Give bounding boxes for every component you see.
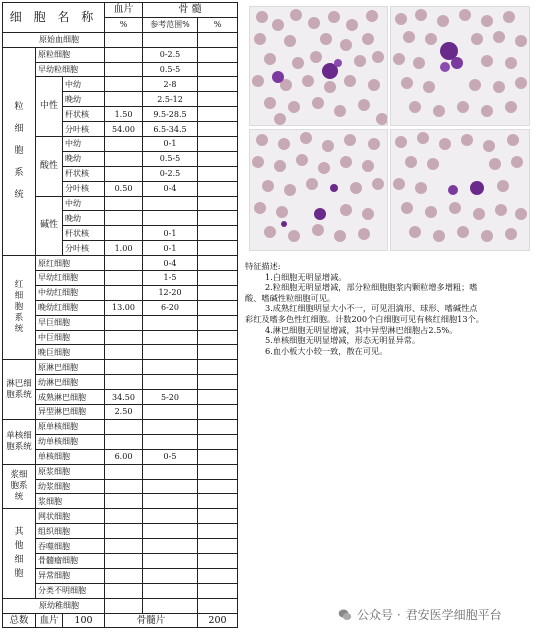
blood-value — [105, 479, 143, 494]
group-label: 其他细胞 — [14, 527, 24, 580]
row-name: 杆状核 — [63, 107, 105, 122]
micrograph-image — [391, 7, 529, 125]
row-name: 骨髓瘤细胞 — [36, 553, 105, 568]
blood-value: 0.50 — [105, 181, 143, 196]
reference-range — [143, 509, 198, 524]
marrow-value — [198, 62, 238, 77]
row-name: 晚幼 — [63, 211, 105, 226]
table-row — [3, 360, 238, 375]
subgroup-eosinophil: 酸性 — [36, 137, 63, 197]
blood-value — [105, 47, 143, 62]
watermark-prefix: 公众号 · — [357, 608, 401, 622]
reference-range: 6.5-34.5 — [143, 122, 198, 137]
blood-value — [105, 464, 143, 479]
marrow-value — [198, 285, 238, 300]
marrow-value — [198, 256, 238, 271]
blood-value: 6.00 — [105, 449, 143, 464]
micrograph-top-left — [249, 6, 388, 126]
row-name: 晚巨细胞 — [36, 345, 105, 360]
row-name: 杆状核 — [63, 226, 105, 241]
blood-value: 1.00 — [105, 241, 143, 256]
group-other — [3, 509, 36, 598]
table-row — [3, 256, 238, 271]
group-granulocyte — [3, 47, 36, 255]
table-row — [3, 32, 238, 47]
blood-value — [105, 256, 143, 271]
blood-value — [105, 285, 143, 300]
blood-value — [105, 583, 143, 598]
marrow-value — [198, 479, 238, 494]
marrow-value — [198, 449, 238, 464]
reference-range — [143, 360, 198, 375]
table-row — [3, 583, 238, 598]
row-name: 幼单核细胞 — [36, 434, 105, 449]
reference-range: 0-1 — [143, 137, 198, 152]
marrow-value — [198, 390, 238, 405]
group-label: 浆细胞系统 — [10, 469, 28, 502]
reference-range — [143, 553, 198, 568]
row-name: 晚幼 — [63, 92, 105, 107]
marrow-value — [198, 151, 238, 166]
blood-value: 2.50 — [105, 405, 143, 420]
description-line: 1.白细胞无明显增减。 — [265, 271, 347, 282]
reference-range: 0-1 — [143, 241, 198, 256]
row-name: 分叶核 — [63, 181, 105, 196]
micrograph-image — [250, 130, 387, 250]
blood-value — [105, 137, 143, 152]
table-row — [3, 598, 238, 613]
reference-range-header: 参考范围% — [143, 17, 198, 32]
blood-value: 1.50 — [105, 107, 143, 122]
marrow-value — [198, 375, 238, 390]
table-row — [3, 271, 238, 286]
micrograph-image — [250, 7, 387, 125]
marrow-value — [198, 92, 238, 107]
reference-range — [143, 494, 198, 509]
table-row — [3, 77, 238, 92]
reference-range — [143, 464, 198, 479]
blood-value — [105, 211, 143, 226]
row-name: 原单核细胞 — [36, 419, 105, 434]
description-line: 3.成熟红细胞明显大小不一，可见泪滴形、球形、嗜碱性点 — [265, 303, 478, 314]
reference-range — [143, 345, 198, 360]
table-row — [3, 300, 238, 315]
total-label: 总数 — [3, 613, 36, 628]
reference-range: 0.5-5 — [143, 151, 198, 166]
row-name: 原幼稚细胞 — [3, 598, 105, 613]
blood-value — [105, 568, 143, 583]
row-name: 幼浆细胞 — [36, 479, 105, 494]
table-row — [3, 464, 238, 479]
row-name: 分叶核 — [63, 122, 105, 137]
marrow-value — [198, 345, 238, 360]
description-line: 4.淋巴细胞无明显增减，其中异型淋巴细胞占2.5%。 — [265, 324, 458, 335]
marrow-value — [198, 32, 238, 47]
reference-range: 9.5-28.5 — [143, 107, 198, 122]
table-row — [3, 509, 238, 524]
description-line: 6.血小板大小较一致，散在可见。 — [265, 345, 388, 356]
reference-range — [143, 524, 198, 539]
micrograph-image — [391, 130, 529, 250]
row-name: 幼淋巴细胞 — [36, 375, 105, 390]
table-row — [3, 434, 238, 449]
blood-value: 54.00 — [105, 122, 143, 137]
marrow-percent-header: % — [198, 17, 238, 32]
reference-range: 2.5-12 — [143, 92, 198, 107]
row-name: 原红细胞 — [36, 256, 105, 271]
blood-value — [105, 419, 143, 434]
blood-value — [105, 77, 143, 92]
reference-range — [143, 583, 198, 598]
row-name: 早巨细胞 — [36, 315, 105, 330]
marrow-value — [198, 583, 238, 598]
group-label: 粒细胞系统 — [14, 102, 24, 201]
table-row — [3, 405, 238, 420]
subgroup-basophil: 碱性 — [36, 196, 63, 256]
table-row — [3, 419, 238, 434]
row-name: 异常细胞 — [36, 568, 105, 583]
blood-value — [105, 539, 143, 554]
reference-range — [143, 405, 198, 420]
blood-value: 34.50 — [105, 390, 143, 405]
row-name: 原浆细胞 — [36, 464, 105, 479]
blood-value — [105, 166, 143, 181]
marrow-value — [198, 196, 238, 211]
blood-value — [105, 151, 143, 166]
marrow-value — [198, 539, 238, 554]
blood-value — [105, 553, 143, 568]
blood-value — [105, 494, 143, 509]
blood-percent-header: % — [105, 17, 143, 32]
row-name: 单核细胞 — [36, 449, 105, 464]
reference-range — [143, 479, 198, 494]
marrow-value — [198, 568, 238, 583]
blood-value — [105, 360, 143, 375]
reference-range: 0-1 — [143, 226, 198, 241]
table-row — [3, 553, 238, 568]
row-name: 原粒细胞 — [36, 47, 105, 62]
total-marrow-label: 骨髓片 — [105, 613, 198, 628]
reference-range — [143, 598, 198, 613]
row-name: 杆状核 — [63, 166, 105, 181]
marrow-value — [198, 360, 238, 375]
reference-range — [143, 375, 198, 390]
row-name: 中巨细胞 — [36, 330, 105, 345]
feature-description — [245, 261, 535, 356]
reference-range: 0-5 — [143, 449, 198, 464]
reference-range — [143, 434, 198, 449]
marrow-value — [198, 419, 238, 434]
reference-range — [143, 315, 198, 330]
row-name: 早幼粒细胞 — [36, 62, 105, 77]
table-row — [3, 196, 238, 211]
reference-range — [143, 32, 198, 47]
marrow-value — [198, 300, 238, 315]
blood-value — [105, 598, 143, 613]
table-row — [3, 47, 238, 62]
blood-value — [105, 375, 143, 390]
watermark-name: 君安医学细胞平台 — [405, 608, 502, 622]
row-name: 原始血细胞 — [3, 32, 105, 47]
reference-range — [143, 330, 198, 345]
marrow-value — [198, 598, 238, 613]
marrow-value — [198, 271, 238, 286]
marrow-value — [198, 122, 238, 137]
row-name: 浆细胞 — [36, 494, 105, 509]
group-label: 红细胞系统 — [14, 280, 24, 335]
marrow-value — [198, 181, 238, 196]
reference-range: 0-2.5 — [143, 166, 198, 181]
table-row — [3, 62, 238, 77]
marrow-value — [198, 434, 238, 449]
cell-count-table — [2, 2, 238, 628]
table-row — [3, 568, 238, 583]
table-row — [3, 390, 238, 405]
group-label: 淋巴细胞系统 — [6, 378, 32, 400]
reference-range — [143, 211, 198, 226]
blood-value — [105, 62, 143, 77]
blood-smear-header: 血片 — [105, 3, 143, 18]
table-row — [3, 330, 238, 345]
table-row — [3, 479, 238, 494]
description-line: 酸、嗜碱性粒细胞可见。 — [245, 292, 336, 303]
row-name: 组织细胞 — [36, 524, 105, 539]
marrow-value — [198, 509, 238, 524]
reference-range — [143, 539, 198, 554]
marrow-value — [198, 77, 238, 92]
row-name: 成熟淋巴细胞 — [36, 390, 105, 405]
table-row — [3, 524, 238, 539]
row-name: 原淋巴细胞 — [36, 360, 105, 375]
table-row — [3, 285, 238, 300]
reference-range: 1-5 — [143, 271, 198, 286]
blood-value — [105, 196, 143, 211]
marrow-value — [198, 226, 238, 241]
row-name: 异型淋巴细胞 — [36, 405, 105, 420]
reference-range — [143, 568, 198, 583]
row-name: 分叶核 — [63, 241, 105, 256]
description-title: 特征描述: — [245, 261, 281, 271]
reference-range — [143, 196, 198, 211]
blood-value — [105, 271, 143, 286]
group-erythroid — [3, 256, 36, 360]
marrow-value — [198, 405, 238, 420]
blood-value — [105, 330, 143, 345]
marrow-value — [198, 524, 238, 539]
watermark — [338, 606, 502, 623]
reference-range: 0-4 — [143, 256, 198, 271]
reference-range: 2-8 — [143, 77, 198, 92]
blood-value — [105, 509, 143, 524]
marrow-value — [198, 464, 238, 479]
blood-value — [105, 92, 143, 107]
description-line: 5.单核细胞无明显增减，形态无明显异常。 — [265, 335, 421, 346]
total-blood-label: 血片 — [36, 613, 63, 628]
wechat-icon — [338, 608, 352, 622]
micrograph-top-right — [390, 6, 530, 126]
row-name: 网状细胞 — [36, 509, 105, 524]
group-label: 单核细胞系统 — [6, 430, 32, 452]
blood-value — [105, 226, 143, 241]
blood-value — [105, 434, 143, 449]
table-header-row-1 — [3, 3, 238, 18]
table-row — [3, 137, 238, 152]
marrow-value — [198, 211, 238, 226]
marrow-value — [198, 553, 238, 568]
bone-marrow-header: 骨 髓 — [143, 3, 238, 18]
blood-value — [105, 345, 143, 360]
reference-range: 12-20 — [143, 285, 198, 300]
total-blood-count: 100 — [63, 613, 105, 628]
row-name: 中幼 — [63, 196, 105, 211]
total-marrow-count: 200 — [198, 613, 238, 628]
reference-range: 5-20 — [143, 390, 198, 405]
totals-row — [3, 613, 238, 628]
cell-name-header: 细 胞 名 称 — [3, 3, 105, 33]
blood-value: 13.00 — [105, 300, 143, 315]
marrow-value — [198, 330, 238, 345]
description-line: 2.粒细胞无明显增减，部分粒细胞胞浆内颗粒增多增粗；嗜 — [265, 282, 478, 293]
reference-range: 0-4 — [143, 181, 198, 196]
marrow-value — [198, 494, 238, 509]
group-plasma — [3, 464, 36, 509]
table-row — [3, 494, 238, 509]
reference-range: 6-20 — [143, 300, 198, 315]
table-row — [3, 375, 238, 390]
row-name: 晚幼 — [63, 151, 105, 166]
table-row — [3, 539, 238, 554]
group-lymphocyte — [3, 360, 36, 420]
reference-range: 0.5-5 — [143, 62, 198, 77]
description-line: 彩红及嗜多色性红细胞。计数200个白细胞可见有核红细胞13个。 — [245, 313, 484, 324]
marrow-value — [198, 107, 238, 122]
table-row — [3, 449, 238, 464]
table-row — [3, 315, 238, 330]
marrow-value — [198, 241, 238, 256]
reference-range: 0-2.5 — [143, 47, 198, 62]
blood-value — [105, 524, 143, 539]
micrograph-bottom-left — [249, 129, 388, 251]
marrow-value — [198, 137, 238, 152]
marrow-value — [198, 166, 238, 181]
subgroup-neutrophil: 中性 — [36, 77, 63, 137]
marrow-value — [198, 47, 238, 62]
table-row — [3, 345, 238, 360]
micrograph-bottom-right — [390, 129, 530, 251]
row-name: 吞噬细胞 — [36, 539, 105, 554]
row-name: 中幼 — [63, 137, 105, 152]
blood-value — [105, 315, 143, 330]
marrow-value — [198, 315, 238, 330]
row-name: 中幼红细胞 — [36, 285, 105, 300]
row-name: 早幼红细胞 — [36, 271, 105, 286]
row-name: 晚幼红细胞 — [36, 300, 105, 315]
group-monocyte — [3, 419, 36, 464]
reference-range — [143, 419, 198, 434]
blood-value — [105, 32, 143, 47]
row-name: 中幼 — [63, 77, 105, 92]
row-name: 分类不明细胞 — [36, 583, 105, 598]
